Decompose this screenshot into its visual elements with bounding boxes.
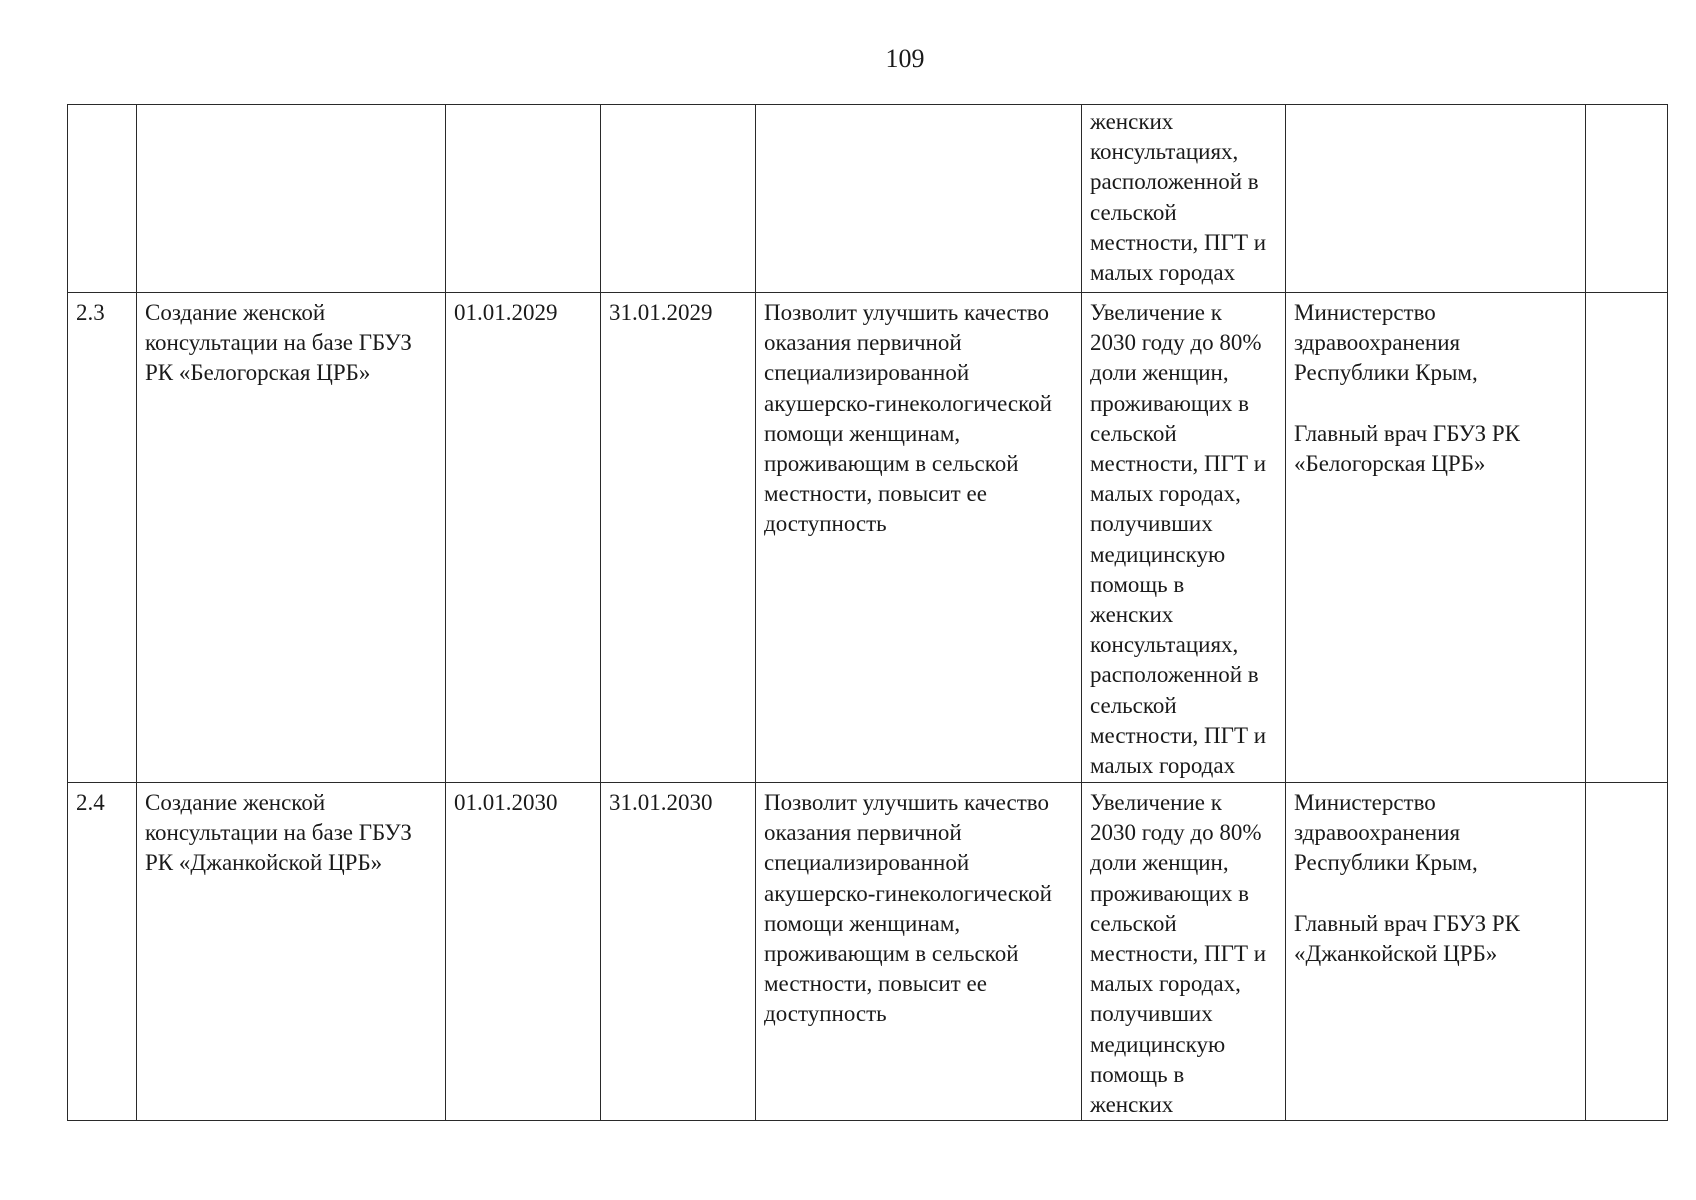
cell-expected-effect: Позволит улучшить качество оказания первичной специализированной акушерско-гинекологической помощи женщинам, проживающим в сельской местности, повысит ее доступность bbox=[756, 293, 1082, 783]
cell-number bbox=[68, 105, 137, 293]
cell-activity-name: Создание женской консультации на базе ГБУЗ РК «Джанкойской ЦРБ» bbox=[137, 783, 446, 1121]
table-row bbox=[68, 293, 1668, 783]
table-row bbox=[68, 783, 1668, 1121]
cell-activity-name: Создание женской консультации на базе ГБУЗ РК «Белогорская ЦРБ» bbox=[137, 293, 446, 783]
cell-end-date bbox=[601, 105, 756, 293]
cell-activity-name bbox=[137, 105, 446, 293]
cell-indicator: Увеличение к 2030 году до 80% доли женщин, проживающих в сельской местности, ПГТ и малых городах, получивших медицинскую помощь в женских bbox=[1082, 783, 1286, 1121]
cell-start-date bbox=[446, 105, 601, 293]
activity-plan-table bbox=[67, 104, 1668, 1121]
cell-expected-effect bbox=[756, 105, 1082, 293]
cell-responsible bbox=[1286, 105, 1586, 293]
cell-indicator: женских консультациях, расположенной в сельской местности, ПГТ и малых городах bbox=[1082, 105, 1286, 293]
cell-responsible: Министерство здравоохранения Республики Крым, Главный врач ГБУЗ РК «Джанкойской ЦРБ» bbox=[1286, 783, 1586, 1121]
cell-number: 2.3 bbox=[68, 293, 137, 783]
cell-start-date: 01.01.2029 bbox=[446, 293, 601, 783]
cell-extra bbox=[1586, 105, 1668, 293]
cell-extra bbox=[1586, 783, 1668, 1121]
cell-end-date: 31.01.2030 bbox=[601, 783, 756, 1121]
cell-number: 2.4 bbox=[68, 783, 137, 1121]
table-row bbox=[68, 105, 1668, 293]
cell-extra bbox=[1586, 293, 1668, 783]
cell-end-date: 31.01.2029 bbox=[601, 293, 756, 783]
cell-responsible: Министерство здравоохранения Республики Крым, Главный врач ГБУЗ РК «Белогорская ЦРБ» bbox=[1286, 293, 1586, 783]
cell-expected-effect: Позволит улучшить качество оказания первичной специализированной акушерско-гинекологической помощи женщинам, проживающим в сельской местности, повысит ее доступность bbox=[756, 783, 1082, 1121]
cell-start-date: 01.01.2030 bbox=[446, 783, 601, 1121]
cell-indicator: Увеличение к 2030 году до 80% доли женщин, проживающих в сельской местности, ПГТ и малых городах, получивших медицинскую помощь в женских консультациях, расположенной в сельской местности, ПГТ и малых городах bbox=[1082, 293, 1286, 783]
page-number: 109 bbox=[885, 44, 925, 73]
